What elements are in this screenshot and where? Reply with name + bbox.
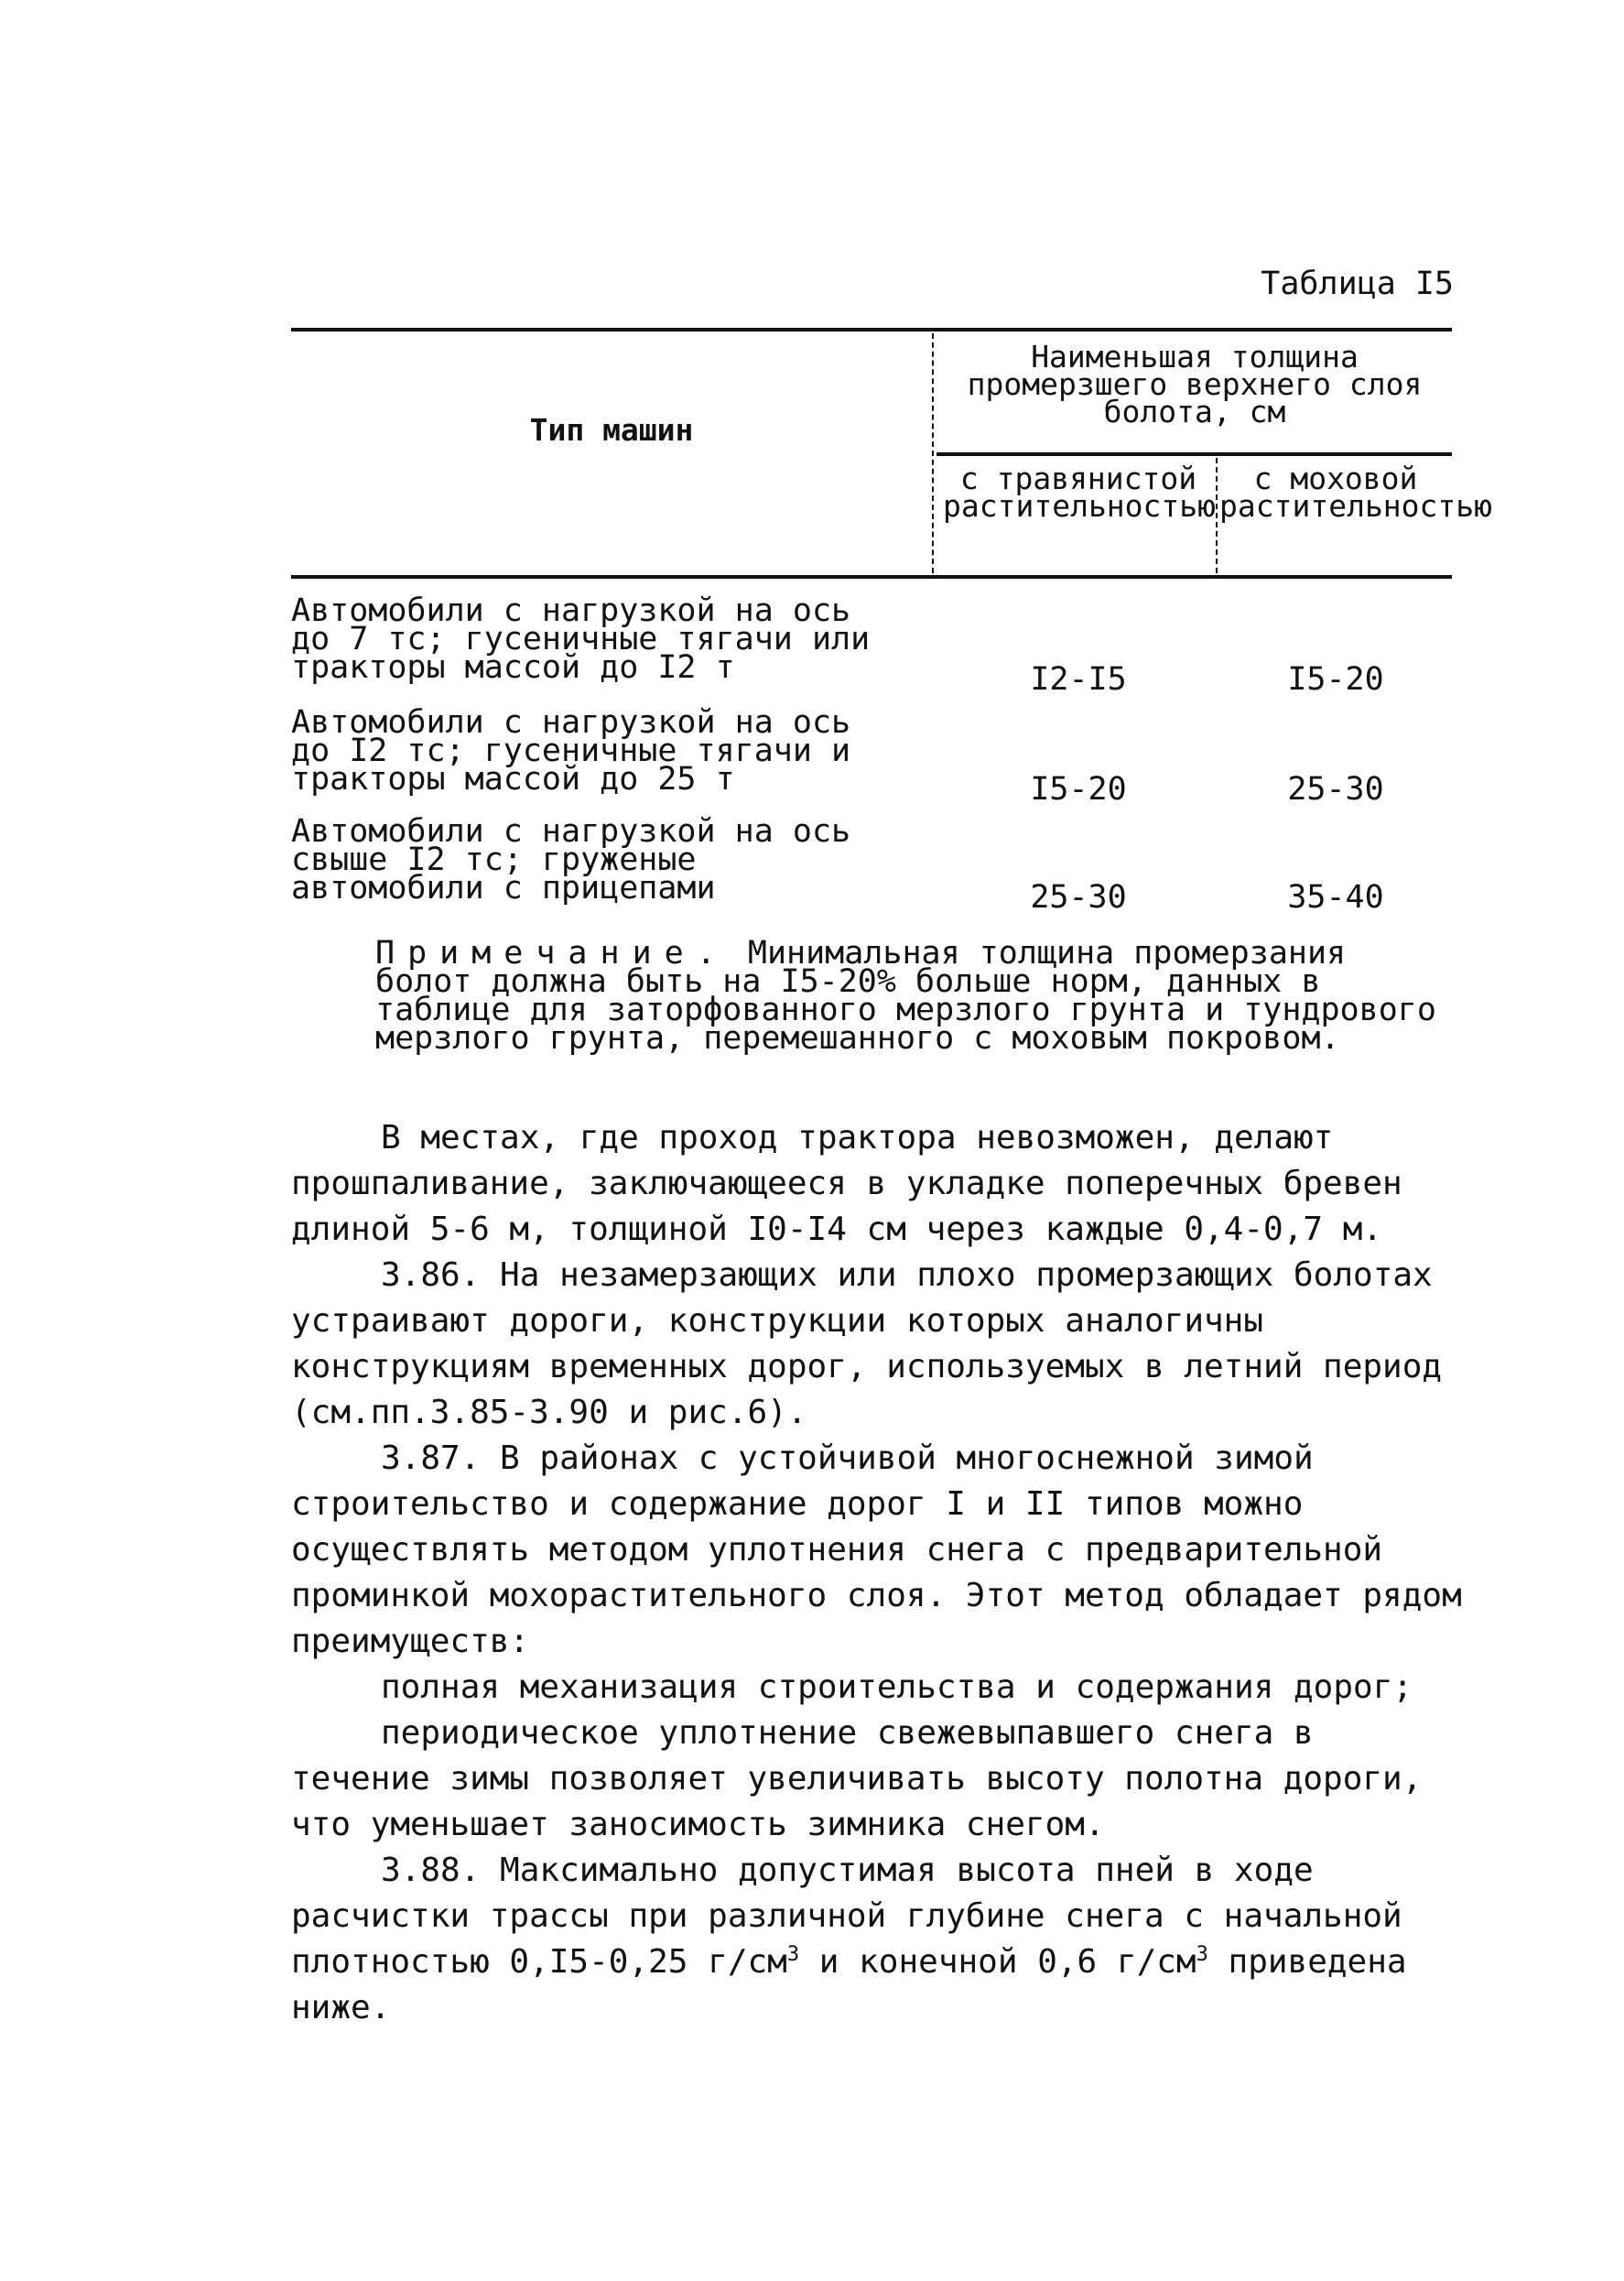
paragraph-text: и конечной 0,6 г/см (799, 1943, 1196, 1981)
paragraph: В местах, где проход трактора невозможен, делают прошпаливание, заключающееся в укладке поперечных бревен длиной 5-6 м, толщиной I0-I4 см через каждые 0,4-0,7 м. (291, 1119, 1402, 1248)
header-grass-vegetation: с травянистой растительностью (943, 461, 1217, 524)
table-cell-moss: I5-20 (1287, 661, 1384, 698)
table-row-name: Автомобили с нагрузкой на ось до 7 тс; гусеничные тягачи или тракторы массой до I2 т (291, 592, 871, 686)
table-top-rule (291, 328, 1452, 331)
note-lead: Примечание. (375, 935, 729, 972)
note-text: Минимальная толщина промерзания болот должна быть на I5-20% больше норм, данных в таблице для заторфованного мерзлого грунта и тундрового мерзлого грунта, перемешанного с моховым покровом. (375, 935, 1436, 1057)
paragraph-last (291, 1848, 1472, 2031)
header-machine-type: Тип машин (529, 412, 694, 448)
body-text (291, 1115, 1472, 2031)
table-cell-moss: 25-30 (1287, 771, 1384, 808)
table-note (375, 935, 1456, 1057)
table-subheader-rule (937, 452, 1452, 456)
table-row-name: Автомобили с нагрузкой на ось до I2 тс; гусеничные тягачи и тракторы массой до 25 т (291, 704, 851, 798)
header-moss-vegetation: с моховой растительностью (1219, 461, 1493, 524)
table-cell-grass: I2-I5 (1030, 661, 1127, 698)
paragraph: 3.87. В районах с устойчивой многоснежной зимой строительство и содержание дорог I и II типов можно осуществлять методом уплотнения снега с предварительной проминкой мохорастительного слоя. Этот метод обладает рядом преимуществ: (291, 1439, 1462, 1660)
superscript: 3 (786, 1943, 800, 1966)
table-cell-grass: I5-20 (1030, 771, 1127, 808)
table-column-divider (932, 333, 934, 573)
paragraph: полная механизация строительства и содержания дорог; (381, 1668, 1413, 1706)
table-subcolumn-divider (1216, 458, 1218, 573)
paragraph: периодическое уплотнение свежевыпавшего снега в течение зимы позволяет увеличивать высоту полотна дороги, что уменьшает заносимость зимника снегом. (291, 1714, 1423, 1843)
table-cell-moss: 35-40 (1287, 879, 1384, 916)
header-min-thickness: Наименьшая толщина промерзшего верхнего слоя болота, см (967, 339, 1423, 429)
paragraph-text: приведена ниже. (291, 1943, 1407, 2026)
table-header-rule (291, 575, 1452, 579)
table-caption: Таблица I5 (1261, 266, 1454, 302)
table-cell-grass: 25-30 (1030, 879, 1127, 916)
paragraph-text: 3.88. Максимально допустимая высота пней в ходе расчистки трассы при различной глубине снега с начальной плотностью 0,I5-0,25 г/см (291, 1852, 1402, 1981)
paragraph: 3.86. На незамерзающих или плохо промерзающих болотах устраивают дороги, конструкции которых аналогичны конструкциям временных дорог, используемых в летний период (см.пп.3.85-3.90 и рис.6). (291, 1256, 1443, 1431)
superscript: 3 (1196, 1943, 1208, 1966)
table-row-name: Автомобили с нагрузкой на ось свыше I2 тс; груженые автомобили с прицепами (291, 813, 851, 907)
